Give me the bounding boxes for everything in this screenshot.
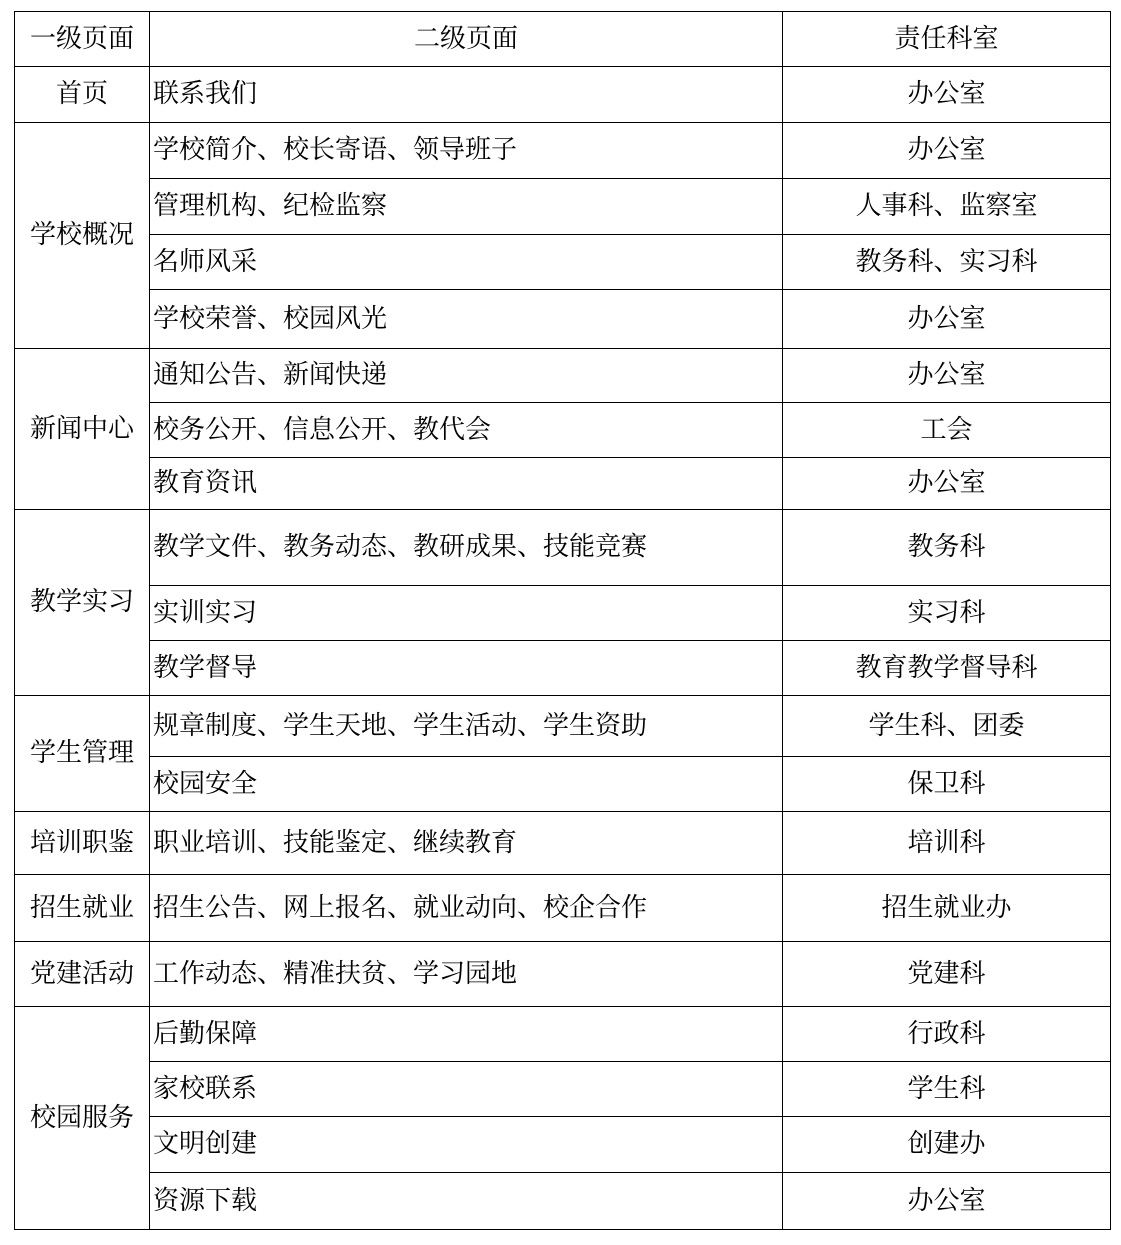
secondary-page-cell: 管理机构、纪检监察 xyxy=(150,179,783,235)
table-row xyxy=(15,757,1111,812)
secondary-page-cell: 学校简介、校长寄语、领导班子 xyxy=(150,123,783,179)
primary-page-cell: 教学实习 xyxy=(15,510,150,696)
dept-cell: 办公室 xyxy=(783,1173,1111,1230)
secondary-page-cell: 文明创建 xyxy=(150,1117,783,1173)
dept-cell: 教育教学督导科 xyxy=(783,641,1111,696)
secondary-page-cell: 家校联系 xyxy=(150,1062,783,1117)
table-row xyxy=(15,510,1111,586)
primary-page-cell: 招生就业 xyxy=(15,875,150,942)
table-row xyxy=(15,67,1111,123)
table-row xyxy=(15,179,1111,235)
table-row xyxy=(15,235,1111,290)
dept-cell: 办公室 xyxy=(783,458,1111,510)
table-row xyxy=(15,1007,1111,1062)
dept-cell: 学生科、团委 xyxy=(783,696,1111,757)
dept-cell: 教务科 xyxy=(783,510,1111,586)
dept-cell: 行政科 xyxy=(783,1007,1111,1062)
primary-page-cell: 校园服务 xyxy=(15,1007,150,1230)
table-header-row xyxy=(15,12,1111,67)
table-row xyxy=(15,1173,1111,1230)
secondary-page-cell: 校务公开、信息公开、教代会 xyxy=(150,403,783,458)
dept-cell: 招生就业办 xyxy=(783,875,1111,942)
table-row xyxy=(15,942,1111,1007)
primary-page-cell: 学校概况 xyxy=(15,123,150,349)
table-row xyxy=(15,290,1111,349)
header-secondary-page: 二级页面 xyxy=(150,12,783,67)
secondary-page-cell: 规章制度、学生天地、学生活动、学生资助 xyxy=(150,696,783,757)
header-responsible-dept: 责任科室 xyxy=(783,12,1111,67)
primary-page-cell: 培训职鉴 xyxy=(15,812,150,875)
dept-cell: 办公室 xyxy=(783,349,1111,403)
dept-cell: 人事科、监察室 xyxy=(783,179,1111,235)
secondary-page-cell: 资源下载 xyxy=(150,1173,783,1230)
secondary-page-cell: 名师风采 xyxy=(150,235,783,290)
dept-cell: 学生科 xyxy=(783,1062,1111,1117)
table-row xyxy=(15,123,1111,179)
primary-page-cell: 首页 xyxy=(15,67,150,123)
header-primary-page: 一级页面 xyxy=(15,12,150,67)
dept-cell: 办公室 xyxy=(783,67,1111,123)
primary-page-cell: 学生管理 xyxy=(15,696,150,812)
duty-table xyxy=(14,11,1111,1230)
table-row xyxy=(15,875,1111,942)
dept-cell: 办公室 xyxy=(783,123,1111,179)
dept-cell: 培训科 xyxy=(783,812,1111,875)
secondary-page-cell: 教学文件、教务动态、教研成果、技能竞赛 xyxy=(150,510,783,586)
secondary-page-cell: 联系我们 xyxy=(150,67,783,123)
table-row xyxy=(15,812,1111,875)
secondary-page-cell: 工作动态、精准扶贫、学习园地 xyxy=(150,942,783,1007)
primary-page-cell: 新闻中心 xyxy=(15,349,150,510)
table-row xyxy=(15,1117,1111,1173)
secondary-page-cell: 学校荣誉、校园风光 xyxy=(150,290,783,349)
dept-cell: 办公室 xyxy=(783,290,1111,349)
secondary-page-cell: 通知公告、新闻快递 xyxy=(150,349,783,403)
secondary-page-cell: 教学督导 xyxy=(150,641,783,696)
table-row xyxy=(15,1062,1111,1117)
dept-cell: 教务科、实习科 xyxy=(783,235,1111,290)
secondary-page-cell: 招生公告、网上报名、就业动向、校企合作 xyxy=(150,875,783,942)
table-row xyxy=(15,458,1111,510)
table-row xyxy=(15,403,1111,458)
dept-cell: 实习科 xyxy=(783,586,1111,641)
secondary-page-cell: 实训实习 xyxy=(150,586,783,641)
primary-page-cell: 党建活动 xyxy=(15,942,150,1007)
table-row xyxy=(15,586,1111,641)
table-row xyxy=(15,696,1111,757)
secondary-page-cell: 校园安全 xyxy=(150,757,783,812)
secondary-page-cell: 后勤保障 xyxy=(150,1007,783,1062)
secondary-page-cell: 职业培训、技能鉴定、继续教育 xyxy=(150,812,783,875)
dept-cell: 创建办 xyxy=(783,1117,1111,1173)
secondary-page-cell: 教育资讯 xyxy=(150,458,783,510)
table-row xyxy=(15,641,1111,696)
dept-cell: 党建科 xyxy=(783,942,1111,1007)
dept-cell: 保卫科 xyxy=(783,757,1111,812)
table-row xyxy=(15,349,1111,403)
dept-cell: 工会 xyxy=(783,403,1111,458)
